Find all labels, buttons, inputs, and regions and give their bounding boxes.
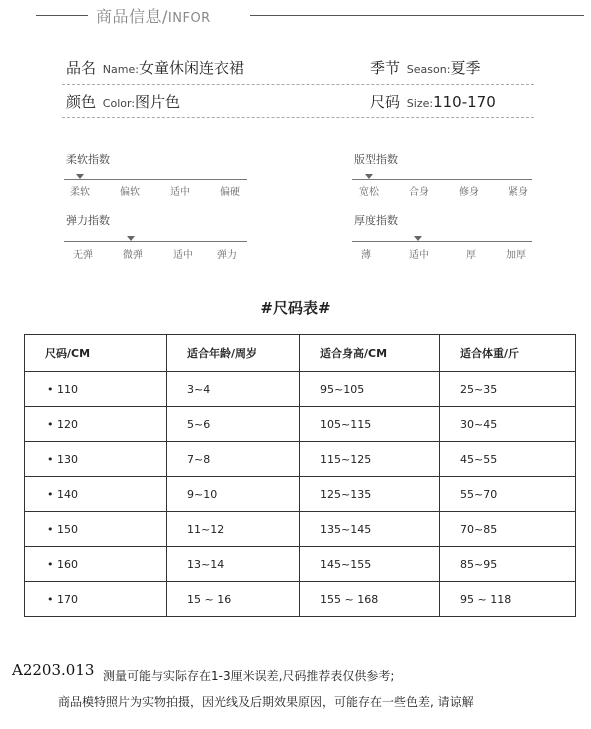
size-cell: • 160	[25, 547, 167, 582]
height-cell: 105~115	[300, 407, 440, 442]
height-cell: 135~145	[300, 512, 440, 547]
elasticity-index-title: 弹力指数	[66, 214, 110, 227]
size-cell: • 150	[25, 512, 167, 547]
softness-label-4: 偏硬	[220, 187, 240, 198]
age-cell: 9~10	[167, 477, 300, 512]
height-cell: 115~125	[300, 442, 440, 477]
product-season: 季节 Season:夏季	[370, 59, 481, 77]
weight-cell: 55~70	[440, 477, 576, 512]
age-cell: 5~6	[167, 407, 300, 442]
section-title: 商品信息/INFOR	[96, 7, 211, 26]
header-weight: 适合体重/斤	[440, 335, 576, 372]
fit-label-4: 紧身	[508, 187, 528, 198]
product-size-range: 尺码 Size:110-170	[370, 93, 496, 111]
header-size: 尺码/CM	[25, 335, 167, 372]
size-cell: • 170	[25, 582, 167, 617]
product-color: 颜色 Color:图片色	[66, 93, 181, 111]
size-cell: • 110	[25, 372, 167, 407]
softness-index-title: 柔软指数	[66, 153, 110, 166]
elasticity-label-4: 弹力	[217, 250, 237, 261]
age-cell: 15 ~ 16	[167, 582, 300, 617]
fit-label-1: 宽松	[359, 187, 379, 198]
height-cell: 125~135	[300, 477, 440, 512]
weight-cell: 85~95	[440, 547, 576, 582]
weight-cell: 70~85	[440, 512, 576, 547]
softness-label-3: 适中	[170, 187, 190, 198]
thickness-index-title: 厚度指数	[354, 214, 398, 227]
weight-cell: 25~35	[440, 372, 576, 407]
age-cell: 11~12	[167, 512, 300, 547]
table-row	[25, 407, 576, 442]
info-divider-1	[62, 84, 534, 85]
header-line-right	[250, 15, 584, 16]
header-age: 适合年龄/周岁	[167, 335, 300, 372]
table-row	[25, 477, 576, 512]
table-row	[25, 547, 576, 582]
size-table-header	[25, 335, 576, 372]
elasticity-label-3: 适中	[173, 250, 193, 261]
elasticity-label-1: 无弹	[73, 250, 93, 261]
table-row	[25, 582, 576, 617]
height-cell: 95~105	[300, 372, 440, 407]
size-cell: • 120	[25, 407, 167, 442]
weight-cell: 30~45	[440, 407, 576, 442]
height-cell: 145~155	[300, 547, 440, 582]
thickness-label-2: 适中	[409, 250, 429, 261]
size-cell: • 130	[25, 442, 167, 477]
header-line-left	[36, 15, 88, 16]
elasticity-index-scale	[64, 241, 247, 242]
product-name: 品名 Name:女童休闲连衣裙	[66, 59, 244, 77]
softness-label-1: 柔软	[70, 187, 90, 198]
fit-index-title: 版型指数	[354, 153, 398, 166]
table-row	[25, 512, 576, 547]
header-height: 适合身高/CM	[300, 335, 440, 372]
fit-index-scale	[352, 179, 532, 180]
table-row	[25, 372, 576, 407]
elasticity-label-2: 微弹	[123, 250, 143, 261]
size-table-title: #尺码表#	[260, 299, 331, 317]
height-cell: 155 ~ 168	[300, 582, 440, 617]
softness-index-scale	[64, 179, 247, 180]
info-divider-2	[62, 117, 534, 118]
product-code: A2203.013	[12, 661, 95, 679]
age-cell: 3~4	[167, 372, 300, 407]
age-cell: 13~14	[167, 547, 300, 582]
weight-cell: 95 ~ 118	[440, 582, 576, 617]
thickness-label-4: 加厚	[506, 250, 526, 261]
age-cell: 7~8	[167, 442, 300, 477]
color-difference-note: 商品模特照片为实物拍摄，因光线及后期效果原因，可能存在一些色差, 请谅解	[58, 695, 474, 709]
size-cell: • 140	[25, 477, 167, 512]
measurement-note: 测量可能与实际存在1-3厘米误差,尺码推荐表仅供参考;	[103, 669, 395, 683]
size-table	[24, 334, 576, 617]
softness-label-2: 偏软	[120, 187, 140, 198]
thickness-index-scale	[352, 241, 532, 242]
thickness-label-3: 厚	[466, 250, 476, 261]
table-row	[25, 442, 576, 477]
fit-label-3: 修身	[459, 187, 479, 198]
fit-label-2: 合身	[409, 187, 429, 198]
thickness-label-1: 薄	[361, 250, 371, 261]
weight-cell: 45~55	[440, 442, 576, 477]
